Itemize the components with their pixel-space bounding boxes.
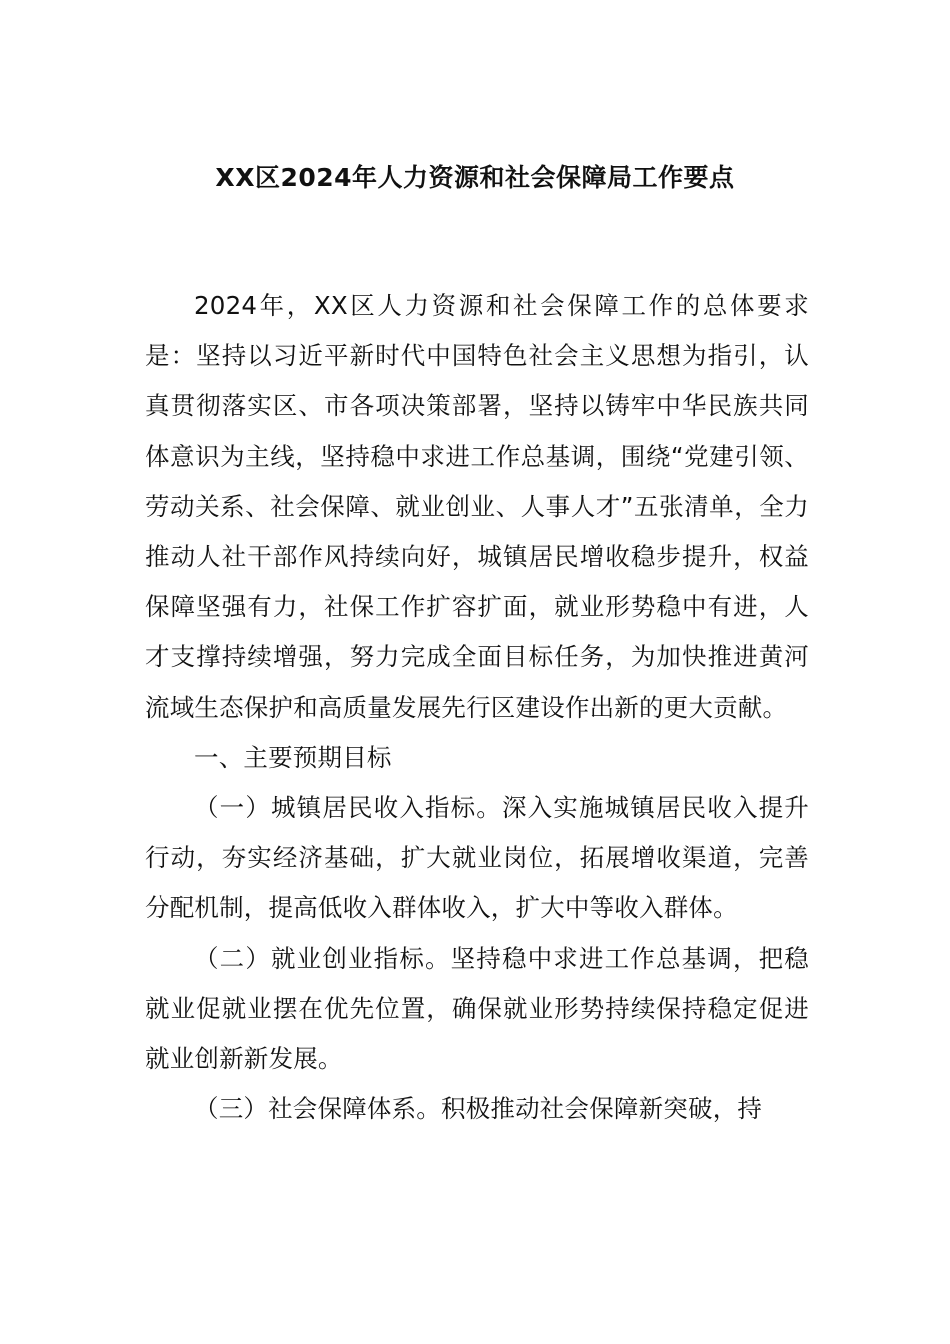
paragraph-income-indicator: （一）城镇居民收入指标。深入实施城镇居民收入提升行动，夯实经济基础，扩大就业岗位，拓展增收渠道，完善分配机制，提高低收入群体收入，扩大中等收入群体。 — [145, 793, 809, 923]
paragraph-employment-indicator: （二）就业创业指标。坚持稳中求进工作总基调，把稳就业促就业摆在优先位置，确保就业形势持续保持稳定促进就业创新新发展。 — [145, 943, 809, 1074]
paragraph-social-security: （三）社会保障体系。积极推动社会保障新突破，持 — [194, 1094, 763, 1124]
document-title: XX区2024年人力资源和社会保障局工作要点 — [215, 163, 735, 192]
section-heading-main-goals: 一、主要预期目标 — [194, 742, 392, 772]
document-body — [145, 281, 809, 1134]
paragraph-overview: 2024年，XX区人力资源和社会保障工作的总体要求是：坚持以习近平新时代中国特色社会主义思想为指引，认真贯彻落实区、市各项决策部署，坚持以铸牢中华民族共同体意识为主线，坚持稳中求进工作总基调，围绕“党建引领、劳动关系、社会保障、就业创业、人事人才”五张清单，全力推动人社干部作风持续向好，城镇居民增收稳步提升，权益保障坚强有力，社保工作扩容扩面，就业形势稳中有进，人才支撑持续增强，努力完成全面目标任务，为加快推进黄河流域生态保护和高质量发展先行区建设作出新的更大贡献。 — [145, 291, 809, 722]
